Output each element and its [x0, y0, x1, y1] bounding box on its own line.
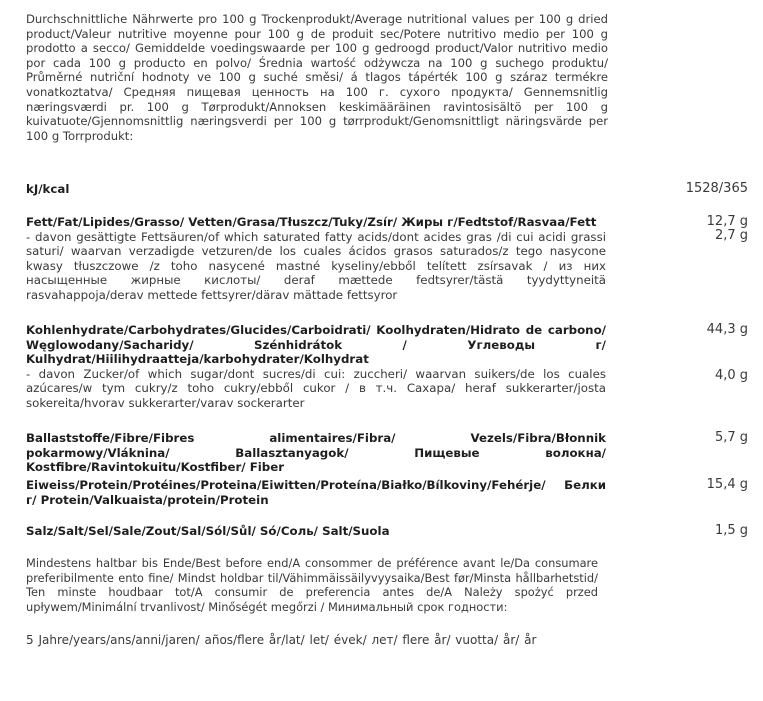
salt-row	[26, 524, 748, 539]
carbs-label: Kohlenhydrate/Carbohydrates/Glucides/Carboidrati/ Koolhydraten/Hidrato de carbono/ Węglowodany/Sacharidy/ Szénhidrátok / Углеводы г/ Kulhydrat/Hiilihydraatteja/karbohydrater/Kolhydrat	[26, 323, 606, 367]
carbs-row	[26, 323, 748, 411]
saturated-fat-label: - davon gesättigte Fettsäuren/of which saturated fatty acids/dont acides gras /di cui acidi grassi saturi/ waarvan verzadigde vetzuren/de los cuales ácidos grasos saturados/z tego nasycone kwasy tłuszczowe /z toho nasycené mastné kyseliny/ebből telített zsírsavak / из них насыщенные жирные кислоты/ deraf mættede fedtsyrer/tästä tyydyttyneitä rasvahappoja/derav mettede fettsyrer/därav mättade fettsyror	[26, 229, 606, 302]
intro-text: Durchschnittliche Nährwerte pro 100 g Trockenprodukt/Average nutritional values per 100 g dried product/Valeur nutritive moyenne pour 100 g de produit sec/Potere nutritivo medio per 100 g prodotto a secco/ Gemiddelde voedingswaarde per 100 g gedroogd product/Valor nutritivo medio por cada 100 g producto en polvo/ Średnia wartość odżywcza na 100 g suchego produktu/ Průměrné nutriční hodnoty ve 100 g suché směsi/ á tlagos tápérték 100 g száraz termékre vonatkoztatva/ Средняя пищевая ценность на 100 г. сухого продукта/ Gennemsnitlig næringsværdi pr. 100 g Tørprodukt/Annoksen keskimääräinen ravintosisältö per 100 g kuivatuote/Gjennomsnittlig næringsverdi per 100 g tørrprodukt/Genomsnittligt näringsvärde per 100 g Torrprodukt:	[26, 12, 608, 143]
salt-value: 1,5 g	[714, 523, 748, 538]
carbs-value: 44,3 g	[706, 322, 748, 337]
best-before-text: Mindestens haltbar bis Ende/Best before end/A consommer de préférence avant le/Da consumare preferibilmente ento fine/ Mindst holdbar til/Vähimmäissäilyvyysaika/Best før/Minsta hållbarhetstid/ Ten minste houdbaar tot/A consumir de preferencia antes de/A Należy spożyć przed upływem/Minimální trvanlivost/ Minőségét megőrzi / Минимальный срок годности:	[26, 556, 598, 614]
protein-value: 15,4 g	[706, 477, 748, 492]
fibre-row	[26, 431, 748, 475]
protein-label: Eiweiss/Protein/Protéines/Proteina/Eiwitten/Proteína/Białko/Bílkoviny/Fehérje/ Белки г/ Protein/Valkuaista/protein/Protein	[26, 478, 606, 507]
salt-label: Salz/Salt/Sel/Sale/Zout/Sal/Sól/Sůl/ Só/Соль/ Salt/Suola	[26, 524, 390, 538]
sugar-value: 4,0 g	[714, 368, 748, 383]
energy-value: 1528/365	[685, 181, 748, 196]
protein-row	[26, 478, 748, 507]
energy-label: kJ/kcal	[26, 182, 70, 196]
sugar-label: - davon Zucker/of which sugar/dont sucres/di cui: zuccheri/ waarvan suikers/de los cuales azúcares/w tym cukry/z toho cukry/ebből cukor / в т.ч. Сахара/ heraf sukkerarter/josta sokereita/hvorav sukkerarter/varav sockerarter	[26, 366, 606, 410]
shelf-life-years: 5 Jahre/years/ans/anni/jaren/ años/flere år/lat/ let/ évek/ лет/ flere år/ vuotta/ år/ år	[26, 633, 537, 647]
saturated-fat-value: 2,7 g	[714, 228, 748, 243]
fibre-value: 5,7 g	[714, 430, 748, 445]
fat-row	[26, 215, 748, 303]
fibre-label: Ballaststoffe/Fibre/Fibres alimentaires/Fibra/ Vezels/Fibra/Błonnik pokarmowy/Vláknina/ Ballasztanyagok/ Пищевые волокна/ Kostfibre/Ravintokuitu/Kostfiber/ Fiber	[26, 431, 606, 475]
fat-label: Fett/Fat/Lipides/Grasso/ Vetten/Grasa/Tłuszcz/Tuky/Zsír/ Жиры г/Fedtstof/Rasvaa/Fett	[26, 215, 597, 229]
fat-value: 12,7 g	[706, 214, 748, 229]
energy-row	[26, 182, 748, 197]
